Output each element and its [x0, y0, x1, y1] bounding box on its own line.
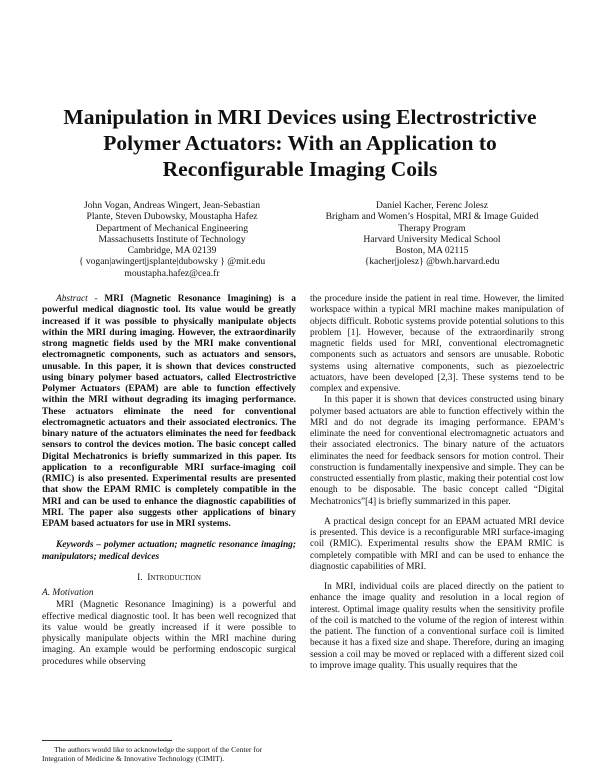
abstract	[42, 294, 296, 530]
body-paragraph: In MRI, individual coils are placed directly on the patient to enhance the image quality and resolution in a local region of interest. Optimal image quality results when the sensitivity profile of the coil is matched to the volume of the region of interest within the patient. The function of a conventional surface coil is limited because it has a fixed size and shape. Therefore, during an imaging session a coil may be moved or replaced with a different sized coil to improve image quality. This usually requires that the	[310, 582, 564, 671]
author-line: Boston, MA 02115	[395, 245, 469, 257]
abstract-label: Abstract -	[56, 294, 98, 304]
section-number: I.	[137, 572, 143, 583]
author-line: Massachusetts Institute of Technology	[98, 233, 246, 245]
body-paragraph: In this paper it is shown that devices constructed using binary polymer based actuators are able to function effectively within the MRI and do not degrade its imaging performance. EPAM’s eliminate the need for conventional electromagnetic actuators and their associated electronics. The binary nature of the actuators eliminates the need for feedback sensors for motion control. Their construction is fundamentally inexpensive and simple. They can be constructed essentially from plastic, making their potential cost low enough to be disposable. The basic concept called “Digital Mechatronics”[4] is briefly summarized in this paper.	[310, 395, 564, 507]
body-paragraph: A practical design concept for an EPAM actuated MRI device is presented. This device is a reconfigurable MRI surface-imaging coil (RMIC). Experimental results show the EPAM RMIC is completely compatible with MRI and can be used to enhance the diagnostic capabilities of MRI.	[310, 516, 564, 572]
author-line: {kacher|jolesz} @bwh.harvard.edu	[364, 256, 500, 268]
left-column	[42, 294, 296, 668]
author-block-harvard	[306, 200, 558, 268]
author-line: John Vogan, Andreas Wingert, Jean-Sebastian	[83, 200, 260, 211]
section-heading	[42, 573, 296, 584]
author-line: Cambridge, MA 02139	[127, 245, 217, 257]
right-column	[310, 294, 564, 672]
author-line: Plante, Steven Dubowsky, Moustapha Hafez	[86, 211, 258, 223]
footnote-line: Integration of Medicine & Innovative Technology (CIMIT).	[42, 754, 225, 764]
author-line: Therapy Program	[398, 222, 466, 234]
author-block-mit	[48, 200, 296, 279]
author-line: Harvard University Medical School	[363, 233, 501, 245]
section-title: Introduction	[147, 572, 201, 583]
author-line: Daniel Kacher, Ferenc Jolesz	[375, 200, 489, 211]
author-line: { vogan|awingert|jsplante|dubowsky } @mit.edu	[78, 256, 266, 268]
footnote-line: The authors would like to acknowledge the support of the Center for	[54, 745, 263, 754]
paper-title: Manipulation in MRI Devices using Electrostrictive Polymer Actuators: With an Application to Reconfigurable Imaging Coils	[63, 105, 537, 181]
keywords: Keywords – polymer actuation; magnetic resonance imaging; manipulators; medical devices	[42, 540, 296, 562]
subsection-heading: A. Motivation	[42, 588, 94, 598]
footnote-rule	[42, 740, 172, 741]
author-line: Brigham and Women’s Hospital, MRI & Image Guided	[325, 211, 539, 223]
footnote	[42, 745, 296, 764]
body-paragraph: the procedure inside the patient in real time. However, the limited workspace within a typical MRI machine makes manipulation of objects difficult. Robotic systems provide potential solutions to this problem [1]. However, because of the extraordinarily strong magnetic fields used for MRI, conventional electromagnetic components such as actuators and sensors are unusable. Robotic systems using alternative components, such as piezoelectric actuators, have been developed [2,3]. These systems tend to be complex and expensive.	[310, 294, 564, 394]
author-line: moustapha.hafez@cea.fr	[124, 267, 220, 279]
body-paragraph: MRI (Magnetic Resonance Imagining) is a powerful and effective medical diagnostic tool. It has been well recognized that its value would be greatly increased if it were possible to physically manipulate objects within the MRI machine during imaging. An example would be performing endoscopic surgical procedures while observing	[42, 600, 296, 667]
author-line: Department of Mechanical Engineering	[95, 222, 249, 234]
abstract-text: MRI (Magnetic Resonance Imagining) is a powerful medical diagnostic tool. Its value would be greatly increased if it was possible to physically manipulate objects within the MRI during imaging. However, the extraordinarily strong magnetic fields used by the MRI make conventional electromagnetic components, such as actuators and sensors, unusable. In this paper, it is shown that devices constructed using binary polymer based actuators, called Electrostrictive Polymer Actuators (EPAM) are able to function effectively within the MRI without degrading its imaging performance. These actuators eliminate the need for conventional electromagnetic actuators and their associated electronics. The binary nature of the actuators eliminates the need for feedback sensors to control the devices motion. The basic concept called Digital Mechatronics is briefly summarized in this paper. Its application to a reconfigurable MRI surface-imaging coil (RMIC) is also presented. Experimental results are presented that show the EPAM RMIC is completely compatible in the MRI and can be used to enhance the diagnostic capabilities of MRI. The paper also suggests other applications of binary EPAM based actuators for use in MRI systems.	[42, 294, 296, 529]
